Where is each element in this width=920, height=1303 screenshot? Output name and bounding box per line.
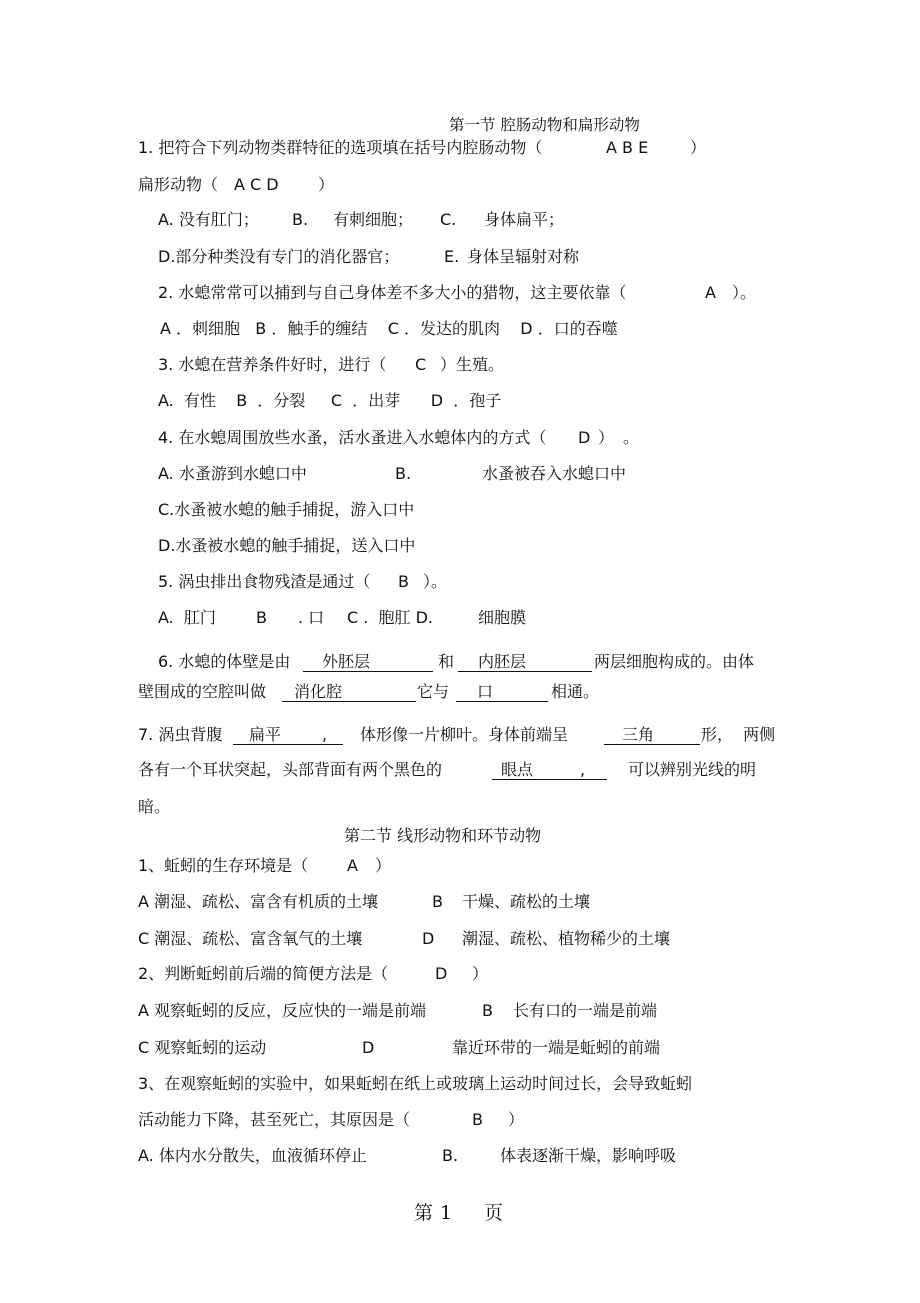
q7-blank-3-underline [492, 779, 607, 780]
s2-q1-option-d: 潮湿、疏松、植物稀少的土壤 [462, 929, 671, 948]
q6-text-2: 和 [438, 652, 455, 671]
q1-stem: 1. 把符合下列动物类群特征的选项填在括号内腔肠动物（ [138, 138, 543, 157]
s2-q2-option-d: 靠近环带的一端是蚯蚓的前端 [452, 1038, 661, 1057]
q1-line2: 扁形动物（ [138, 175, 219, 194]
q6-answer-3: 消化腔 [294, 682, 343, 701]
q7-answer-2: 三角 [622, 725, 655, 744]
q6-text-1: 6. 水螅的体壁是由 [158, 652, 291, 671]
q2-answer: A [705, 283, 716, 302]
q5-close: ）。 [423, 572, 448, 591]
q4-period: 。 [623, 428, 640, 447]
q7-text-2: 体形像一片柳叶。身体前端呈 [360, 725, 569, 744]
q7-text-3: 形， 两侧 [701, 725, 776, 744]
q7-text-6: 暗。 [138, 797, 171, 816]
s2-q2-close: ） [472, 964, 489, 983]
q6-text-4: 壁围成的空腔叫做 [138, 682, 267, 701]
q2-stem: 2. 水螅常常可以捕到与自己身体差不多大小的猎物，这主要依靠（ [158, 283, 627, 302]
s2-q1-option-a: A 潮湿、疏松、富含有机质的土壤 [138, 892, 379, 911]
q1-answer-1: A B E [606, 138, 649, 157]
q3-stem: 3. 水螅在营养条件好时，进行（ [158, 355, 387, 374]
q3-close: ）生殖。 [440, 355, 505, 374]
s2-q2-answer: D [435, 964, 448, 983]
s2-q2-option-a: A 观察蚯蚓的反应，反应快的一端是前端 [138, 1001, 427, 1020]
s2-q2-option-c: C 观察蚯蚓的运动 [138, 1038, 267, 1057]
q5-option-a: A. 肛门 [158, 608, 216, 627]
q1-option-d: D.部分种类没有专门的消化器官； [158, 247, 400, 266]
q4-option-c: C.水蚤被水螅的触手捕捉，游入口中 [158, 500, 415, 519]
q7-text-4: 各有一个耳状突起，头部背面有两个黑色的 [138, 760, 443, 779]
q3-options: A. 有性 B ．分裂 C ．出芽 D ．孢子 [158, 391, 502, 410]
q1-close-1: ） [690, 138, 707, 157]
q6-answer-2: 内胚层 [478, 652, 527, 671]
q7-text-5: 可以辨别光线的明 [628, 760, 757, 779]
page-footer-number: 1 [440, 1202, 453, 1224]
s2-q1-option-b-letter: B [432, 892, 443, 911]
q5-option-b-letter: B [256, 608, 267, 627]
q7-comma-1: , [322, 725, 328, 744]
q6-text-3: 两层细胞构成的。由体 [594, 652, 755, 671]
q1-option-b-letter: B. [292, 210, 309, 229]
q5-stem: 5. 涡虫排出食物残渣是通过（ [158, 572, 371, 591]
q7-answer-1: 扁平 [249, 725, 282, 744]
s2-q3-answer: B [472, 1110, 483, 1129]
s2-q1-option-c: C 潮湿、疏松、富含氧气的土壤 [138, 929, 363, 948]
q4-stem: 4. 在水螅周围放些水蚤，活水蚤进入水螅体内的方式（ [158, 428, 547, 447]
q1-option-e: 身体呈辐射对称 [467, 247, 580, 266]
s2-q3-option-b-letter: B. [442, 1146, 459, 1165]
q5-option-d: 细胞膜 [478, 608, 527, 627]
q1-option-b: 有刺细胞； [333, 210, 414, 229]
q4-close: ） [598, 428, 615, 447]
q7-answer-3: 眼点 [501, 760, 534, 779]
s2-q3-line2: 活动能力下降，甚至死亡，其原因是（ [138, 1110, 411, 1129]
q5-option-c: C . 胞肛 D. [347, 608, 434, 627]
s2-q3-option-a: A. 体内水分散失，血液循环停止 [138, 1146, 367, 1165]
q1-option-c-letter: C. [440, 210, 457, 229]
q6-blank-1-underline [303, 671, 433, 672]
s2-q1-answer: A [347, 856, 358, 875]
q7-blank-2-underline [604, 744, 700, 745]
s2-q2-option-d-letter: D [362, 1038, 375, 1057]
s2-q1-close: ） [375, 856, 392, 875]
s2-q1-stem: 1、蚯蚓的生存环境是（ [138, 856, 309, 875]
q4-option-b: 水蚤被吞入水螅口中 [482, 464, 627, 483]
section-1-title: 第一节 腔肠动物和扁形动物 [449, 116, 640, 134]
q1-option-c: 身体扁平； [484, 210, 565, 229]
section-2-title: 第二节 线形动物和环节动物 [344, 826, 542, 845]
q1-option-e-letter: E. [444, 247, 460, 266]
s2-q2-option-b-letter: B [482, 1001, 493, 1020]
page-footer-suffix: 页 [484, 1202, 504, 1224]
s2-q3-option-b: 体表逐渐干燥，影响呼吸 [500, 1146, 677, 1165]
s2-q1-option-d-letter: D [422, 929, 435, 948]
q3-answer: C [415, 355, 427, 374]
q1-option-a: A. 没有肛门； [158, 210, 259, 229]
q7-comma-2: , [580, 760, 586, 779]
q6-blank-2-underline [458, 671, 592, 672]
q5-answer: B [398, 572, 409, 591]
q6-blank-3-underline [282, 701, 416, 702]
q6-blank-4-underline [456, 701, 548, 702]
s2-q2-option-b: 长有口的一端是前端 [513, 1001, 658, 1020]
q1-answer-2: A C D [234, 175, 279, 194]
s2-q1-option-b: 干燥、疏松的土壤 [462, 892, 591, 911]
page-footer-prefix: 第 [414, 1202, 434, 1224]
q6-text-6: 相通。 [551, 682, 600, 701]
q6-text-5: 它与 [417, 682, 450, 701]
q6-answer-1: 外胚层 [322, 652, 371, 671]
q7-text-1: 7. 涡虫背腹 [138, 725, 223, 744]
q6-answer-4: 口 [477, 682, 494, 701]
s2-q2-stem: 2、判断蚯蚓前后端的简便方法是（ [138, 964, 389, 983]
q4-answer: D [578, 428, 591, 447]
s2-q3-stem: 3、在观察蚯蚓的实验中，如果蚯蚓在纸上或玻璃上运动时间过长，会导致蚯蚓 [138, 1074, 693, 1093]
q4-option-b-letter: B. [395, 464, 412, 483]
q1-close-2: ） [318, 175, 335, 194]
q5-option-b: . 口 [298, 608, 325, 627]
q4-option-d: D.水蚤被水螅的触手捕捉，送入口中 [158, 536, 416, 555]
q2-options: A ．刺细胞 B ．触手的缠结 C ．发达的肌肉 D ．口的吞噬 [160, 319, 618, 338]
q7-blank-1-underline [233, 744, 343, 745]
q2-close: ）。 [732, 283, 757, 302]
q4-option-a: A. 水蚤游到水螅口中 [158, 464, 307, 483]
s2-q3-close: ） [508, 1110, 525, 1129]
